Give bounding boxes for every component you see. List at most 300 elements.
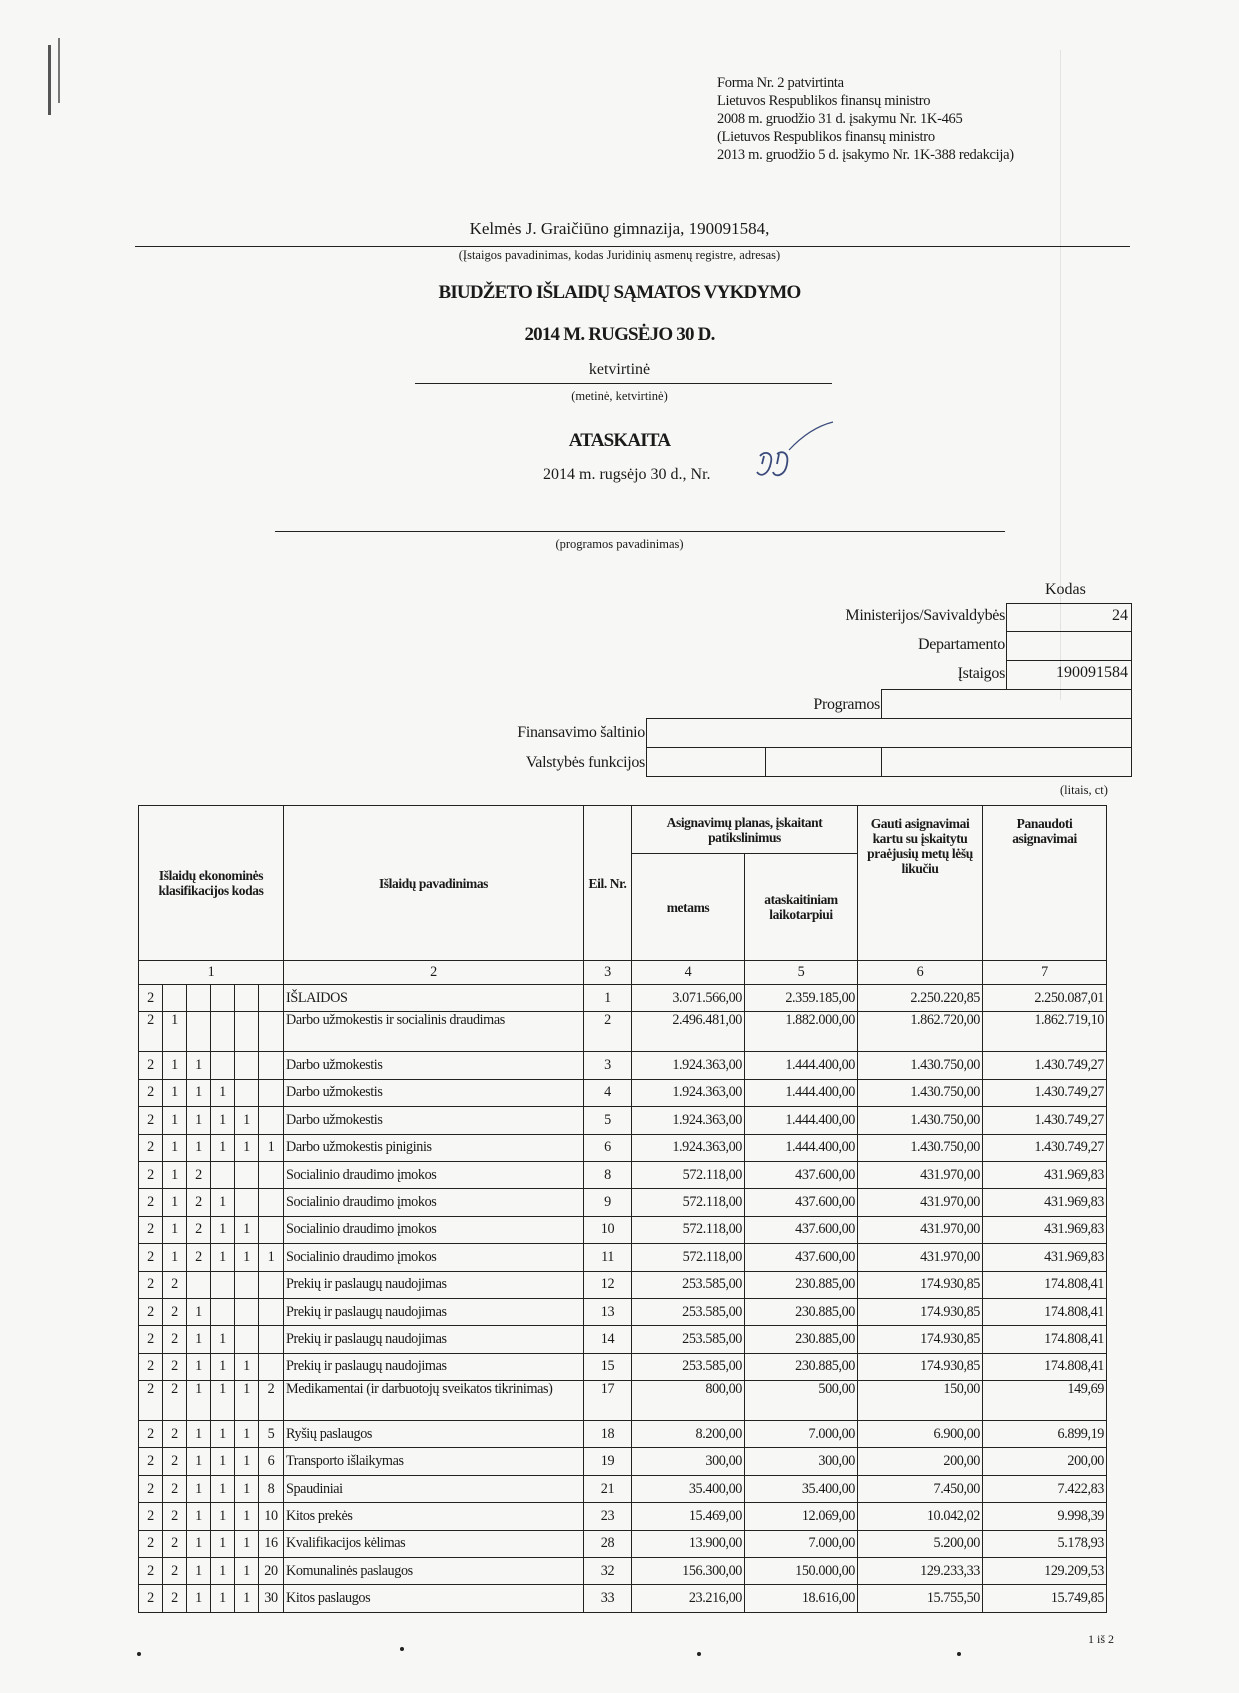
class-code-cell: 2 [139,1421,163,1448]
plan-period-cell: 2.359.185,00 [745,985,858,1012]
plan-period-cell: 35.400,00 [745,1475,858,1502]
plan-period-cell: 1.444.400,00 [745,1134,858,1161]
used-cell: 2.250.087,01 [983,985,1107,1012]
header-class-code: Išlaidų ekonominės klasifikacijos kodas [139,806,284,961]
class-code-cell: 2 [139,1585,163,1612]
class-code-cell [235,1298,259,1325]
ministry-label: Ministerijos/Savivaldybės [845,607,1005,624]
class-code-cell: 1 [211,1530,235,1557]
class-code-cell [259,1012,284,1052]
class-code-cell: 1 [163,1244,187,1271]
class-code-cell: 1 [211,1558,235,1585]
class-code-cell: 1 [211,1326,235,1353]
received-cell: 174.930,85 [858,1298,983,1325]
class-code-cell: 1 [187,1585,211,1612]
plan-period-cell: 437.600,00 [745,1244,858,1271]
received-cell: 2.250.220,85 [858,985,983,1012]
used-cell: 431.969,83 [983,1216,1107,1243]
used-cell: 1.862.719,10 [983,1012,1107,1052]
row-number-cell: 23 [584,1503,632,1530]
plan-period-cell: 1.444.400,00 [745,1052,858,1079]
table-row [139,1326,1107,1353]
class-code-cell: 2 [163,1503,187,1530]
department-label: Departamento [917,636,1005,653]
used-cell: 174.808,41 [983,1353,1107,1380]
expense-name-cell: Transporto išlaikymas [284,1448,584,1475]
received-cell: 1.430.750,00 [858,1107,983,1134]
plan-year-cell: 1.924.363,00 [632,1079,745,1106]
plan-year-cell: 2.496.481,00 [632,1012,745,1052]
funding-source-field [646,718,1132,748]
received-cell: 431.970,00 [858,1244,983,1271]
class-code-cell: 2 [163,1298,187,1325]
class-code-cell [235,1012,259,1052]
plan-year-cell: 35.400,00 [632,1475,745,1502]
class-code-cell: 1 [187,1448,211,1475]
class-code-cell: 2 [163,1381,187,1421]
expense-name-cell: Darbo užmokestis [284,1052,584,1079]
program-code-field [881,689,1132,719]
row-number-cell: 9 [584,1189,632,1216]
department-code-field [1006,631,1132,661]
received-cell: 1.862.720,00 [858,1012,983,1052]
class-code-cell: 1 [235,1381,259,1421]
used-cell: 1.430.749,27 [983,1107,1107,1134]
class-code-cell: 1 [187,1079,211,1106]
used-cell: 1.430.749,27 [983,1079,1107,1106]
class-code-cell: 2 [139,1271,163,1298]
expense-name-cell: Darbo užmokestis ir socialinis draudimas [284,1012,584,1052]
received-cell: 5.200,00 [858,1530,983,1557]
class-code-cell: 1 [235,1558,259,1585]
report-period: ketvirtinė [588,361,651,378]
form-approval-note [717,74,1014,164]
received-cell: 1.430.750,00 [858,1079,983,1106]
class-code-cell: 2 [187,1161,211,1188]
received-cell: 6.900,00 [858,1421,983,1448]
row-number-cell: 5 [584,1107,632,1134]
program-underline [275,531,1005,532]
expense-name-cell: Kvalifikacijos kėlimas [284,1530,584,1557]
class-code-cell [211,1012,235,1052]
class-code-cell: 1 [211,1216,235,1243]
class-code-cell [187,1012,211,1052]
row-number-cell: 32 [584,1558,632,1585]
header-row-no: Eil. Nr. [584,806,632,961]
class-code-cell: 1 [259,1134,284,1161]
class-code-cell: 1 [235,1421,259,1448]
plan-year-cell: 253.585,00 [632,1353,745,1380]
row-number-cell: 14 [584,1326,632,1353]
row-number-cell: 10 [584,1216,632,1243]
class-code-cell: 1 [187,1298,211,1325]
row-number-cell: 12 [584,1271,632,1298]
class-code-cell: 2 [163,1448,187,1475]
class-code-cell [259,1189,284,1216]
class-code-cell: 10 [259,1503,284,1530]
staple-mark [58,38,60,103]
class-code-cell: 20 [259,1558,284,1585]
class-code-cell: 1 [211,1079,235,1106]
class-code-cell: 2 [139,1244,163,1271]
class-code-cell: 2 [163,1326,187,1353]
row-number-cell: 28 [584,1530,632,1557]
class-code-cell [235,1161,259,1188]
expenditure-table [138,805,1107,1613]
class-code-cell: 2 [139,1503,163,1530]
class-code-cell [259,985,284,1012]
codes-heading: Kodas [1045,581,1086,598]
row-number-cell: 15 [584,1353,632,1380]
class-code-cell [235,1271,259,1298]
page-number: 1 iš 2 [1088,1632,1115,1646]
class-code-cell: 1 [235,1503,259,1530]
table-row [139,1161,1107,1188]
table-row [139,985,1107,1012]
class-code-cell: 1 [187,1558,211,1585]
plan-period-cell: 7.000,00 [745,1421,858,1448]
header-plan-group: Asignavimų planas, įskaitant patikslinimus [632,806,858,854]
class-code-cell [211,985,235,1012]
row-number-cell: 18 [584,1421,632,1448]
class-code-cell: 1 [235,1134,259,1161]
used-cell: 1.430.749,27 [983,1052,1107,1079]
plan-period-cell: 12.069,00 [745,1503,858,1530]
program-caption: (programos pavadinimas) [555,537,684,551]
expense-name-cell: Darbo užmokestis [284,1079,584,1106]
class-code-cell [259,1161,284,1188]
institution-code-field: 190091584 [1006,660,1132,690]
class-code-cell: 2 [139,1107,163,1134]
plan-year-cell: 253.585,00 [632,1298,745,1325]
class-code-cell [163,985,187,1012]
class-code-cell: 1 [211,1585,235,1612]
class-code-cell [259,1216,284,1243]
class-code-cell [235,985,259,1012]
plan-period-cell: 230.885,00 [745,1298,858,1325]
period-caption: (metinė, ketvirtinė) [571,389,668,403]
state-function-field-1 [646,747,766,777]
plan-year-cell: 1.924.363,00 [632,1107,745,1134]
row-number-cell: 2 [584,1012,632,1052]
class-code-cell: 2 [139,1161,163,1188]
table-row [139,1244,1107,1271]
class-code-cell: 2 [139,1353,163,1380]
row-number-cell: 21 [584,1475,632,1502]
used-cell: 431.969,83 [983,1244,1107,1271]
table-row [139,1381,1107,1421]
expense-name-cell: IŠLAIDOS [284,985,584,1012]
class-code-cell: 1 [163,1012,187,1052]
used-cell: 174.808,41 [983,1271,1107,1298]
row-number-cell: 3 [584,1052,632,1079]
handwritten-report-number [755,420,835,497]
used-cell: 9.998,39 [983,1503,1107,1530]
class-code-cell: 1 [211,1381,235,1421]
class-code-cell [187,985,211,1012]
scan-dot [400,1647,404,1651]
class-code-cell: 2 [163,1585,187,1612]
expense-name-cell: Prekių ir paslaugų naudojimas [284,1271,584,1298]
plan-year-cell: 572.118,00 [632,1216,745,1243]
table-row [139,1585,1107,1612]
class-code-cell [235,1326,259,1353]
header-year: metams [632,854,745,961]
table-row [139,1271,1107,1298]
received-cell: 174.930,85 [858,1326,983,1353]
plan-year-cell: 1.924.363,00 [632,1052,745,1079]
row-number-cell: 17 [584,1381,632,1421]
expense-name-cell: Kitos prekės [284,1503,584,1530]
plan-year-cell: 572.118,00 [632,1189,745,1216]
state-function-field-3 [881,747,1132,777]
class-code-cell: 2 [139,1079,163,1106]
institution-name: Kelmės J. Graičiūno gimnazija, 190091584, [469,219,770,238]
class-code-cell: 1 [163,1216,187,1243]
plan-period-cell: 1.444.400,00 [745,1079,858,1106]
class-code-cell: 2 [139,1134,163,1161]
received-cell: 150,00 [858,1381,983,1421]
table-row [139,1421,1107,1448]
expense-name-cell: Medikamentai (ir darbuotojų sveikatos tikrinimas) [284,1381,584,1421]
plan-period-cell: 7.000,00 [745,1530,858,1557]
class-code-cell: 1 [211,1107,235,1134]
table-row [139,1475,1107,1502]
class-code-cell: 1 [211,1189,235,1216]
class-code-cell: 2 [163,1353,187,1380]
received-cell: 1.430.750,00 [858,1052,983,1079]
class-code-cell: 1 [163,1079,187,1106]
program-code-label: Programos [813,696,880,713]
class-code-cell: 2 [139,1216,163,1243]
report-title: BIUDŽETO IŠLAIDŲ SĄMATOS VYKDYMO [438,282,801,303]
class-code-cell: 1 [235,1475,259,1502]
class-code-cell: 1 [187,1326,211,1353]
used-cell: 5.178,93 [983,1530,1107,1557]
plan-period-cell: 437.600,00 [745,1216,858,1243]
class-code-cell [259,1326,284,1353]
received-cell: 431.970,00 [858,1161,983,1188]
class-code-cell: 1 [187,1421,211,1448]
class-code-cell: 2 [187,1216,211,1243]
col-number: 3 [584,961,632,985]
period-underline [415,383,832,384]
table-row [139,1012,1107,1052]
used-cell: 129.209,53 [983,1558,1107,1585]
expense-name-cell: Socialinio draudimo įmokos [284,1216,584,1243]
used-cell: 431.969,83 [983,1189,1107,1216]
class-code-cell: 1 [235,1530,259,1557]
class-code-cell: 8 [259,1475,284,1502]
plan-year-cell: 23.216,00 [632,1585,745,1612]
received-cell: 431.970,00 [858,1189,983,1216]
class-code-cell [259,1079,284,1106]
used-cell: 149,69 [983,1381,1107,1421]
institution-underline [135,246,1130,247]
expense-name-cell: Darbo užmokestis [284,1107,584,1134]
class-code-cell: 1 [163,1134,187,1161]
class-code-cell: 1 [259,1244,284,1271]
class-code-cell: 2 [163,1421,187,1448]
used-cell: 15.749,85 [983,1585,1107,1612]
plan-year-cell: 253.585,00 [632,1271,745,1298]
used-cell: 431.969,83 [983,1161,1107,1188]
plan-year-cell: 156.300,00 [632,1558,745,1585]
expense-name-cell: Prekių ir paslaugų naudojimas [284,1298,584,1325]
class-code-cell [235,1189,259,1216]
class-code-cell: 1 [235,1353,259,1380]
header-received: Gauti asignavimai kartu su įskaitytu praėjusių metų lėšų likučiu [858,806,983,961]
form-note-line: 2008 m. gruodžio 31 d. įsakymu Nr. 1K-465 [717,111,963,127]
plan-period-cell: 150.000,00 [745,1558,858,1585]
expense-name-cell: Darbo užmokestis piniginis [284,1134,584,1161]
header-period: ataskaitiniam laikotarpiui [745,854,858,961]
expense-name-cell: Spaudiniai [284,1475,584,1502]
class-code-cell: 2 [187,1244,211,1271]
class-code-cell: 1 [211,1244,235,1271]
expense-name-cell: Ryšių paslaugos [284,1421,584,1448]
table-row [139,1052,1107,1079]
class-code-cell: 2 [139,1298,163,1325]
class-code-cell: 2 [139,1381,163,1421]
plan-period-cell: 230.885,00 [745,1326,858,1353]
class-code-cell [211,1298,235,1325]
class-code-cell: 1 [187,1381,211,1421]
plan-year-cell: 253.585,00 [632,1326,745,1353]
class-code-cell: 1 [187,1353,211,1380]
used-cell: 1.430.749,27 [983,1134,1107,1161]
class-code-cell [259,1052,284,1079]
class-code-cell: 2 [139,1558,163,1585]
table-row [139,1530,1107,1557]
plan-year-cell: 300,00 [632,1448,745,1475]
row-number-cell: 19 [584,1448,632,1475]
table-row [139,1298,1107,1325]
table-row [139,1079,1107,1106]
expense-name-cell: Prekių ir paslaugų naudojimas [284,1326,584,1353]
class-code-cell: 2 [139,1475,163,1502]
funding-source-label: Finansavimo šaltinio [517,724,645,741]
plan-year-cell: 800,00 [632,1381,745,1421]
expense-name-cell: Prekių ir paslaugų naudojimas [284,1353,584,1380]
currency-units: (litais, ct) [1060,783,1108,797]
class-code-cell: 2 [139,1189,163,1216]
class-code-cell: 2 [187,1189,211,1216]
plan-year-cell: 8.200,00 [632,1421,745,1448]
class-code-cell: 1 [187,1052,211,1079]
class-code-cell: 2 [139,985,163,1012]
class-code-cell: 1 [235,1244,259,1271]
table-row [139,1503,1107,1530]
plan-year-cell: 13.900,00 [632,1530,745,1557]
class-code-cell: 1 [211,1353,235,1380]
class-code-cell [211,1271,235,1298]
expense-name-cell: Komunalinės paslaugos [284,1558,584,1585]
report-date-title: 2014 M. RUGSĖJO 30 D. [524,324,715,345]
table-row [139,1134,1107,1161]
class-code-cell: 2 [163,1271,187,1298]
row-number-cell: 13 [584,1298,632,1325]
row-number-cell: 33 [584,1585,632,1612]
plan-year-cell: 572.118,00 [632,1244,745,1271]
received-cell: 174.930,85 [858,1271,983,1298]
class-code-cell: 1 [163,1189,187,1216]
table-row [139,1353,1107,1380]
class-code-cell: 1 [163,1052,187,1079]
state-function-field-2 [765,747,882,777]
plan-period-cell: 230.885,00 [745,1353,858,1380]
col-number: 1 [139,961,284,985]
form-note-line: Lietuvos Respublikos finansų ministro [717,93,931,109]
class-code-cell: 1 [211,1421,235,1448]
class-code-cell: 1 [187,1107,211,1134]
class-code-cell: 1 [163,1107,187,1134]
used-cell: 200,00 [983,1448,1107,1475]
used-cell: 174.808,41 [983,1298,1107,1325]
class-code-cell: 2 [163,1558,187,1585]
row-number-cell: 8 [584,1161,632,1188]
class-code-cell [211,1161,235,1188]
class-code-cell: 2 [139,1448,163,1475]
class-code-cell: 1 [187,1530,211,1557]
class-code-cell: 2 [139,1530,163,1557]
col-number: 7 [983,961,1107,985]
class-code-cell: 1 [187,1134,211,1161]
plan-period-cell: 230.885,00 [745,1271,858,1298]
table-row [139,1107,1107,1134]
scan-dot [957,1652,961,1656]
table-row [139,1448,1107,1475]
plan-year-cell: 572.118,00 [632,1161,745,1188]
class-code-cell [259,1271,284,1298]
class-code-cell: 1 [235,1585,259,1612]
table-row [139,1189,1107,1216]
class-code-cell: 2 [139,1326,163,1353]
col-number: 5 [745,961,858,985]
class-code-cell [259,1107,284,1134]
col-number: 6 [858,961,983,985]
received-cell: 15.755,50 [858,1585,983,1612]
plan-year-cell: 15.469,00 [632,1503,745,1530]
col-number: 2 [284,961,584,985]
class-code-cell: 1 [235,1216,259,1243]
form-note-line: (Lietuvos Respublikos finansų ministro [717,129,935,145]
class-code-cell: 2 [139,1052,163,1079]
table-row [139,1216,1107,1243]
class-code-cell [187,1271,211,1298]
header-used: Panaudoti asignavimai [983,806,1107,961]
received-cell: 200,00 [858,1448,983,1475]
received-cell: 431.970,00 [858,1216,983,1243]
received-cell: 10.042,02 [858,1503,983,1530]
table-row [139,1558,1107,1585]
class-code-cell: 1 [187,1475,211,1502]
scan-dot [137,1652,141,1656]
class-code-cell: 2 [139,1012,163,1052]
class-code-cell: 1 [163,1161,187,1188]
col-number: 4 [632,961,745,985]
ministry-code-field: 24 [1006,603,1132,632]
row-number-cell: 11 [584,1244,632,1271]
class-code-cell [235,1079,259,1106]
plan-period-cell: 437.600,00 [745,1189,858,1216]
svg-text:55: 55 [755,420,756,421]
received-cell: 1.430.750,00 [858,1134,983,1161]
class-code-cell: 1 [211,1503,235,1530]
form-note-line: 2013 m. gruodžio 5 d. įsakymo Nr. 1K-388 redakcija) [717,147,1014,163]
received-cell: 129.233,33 [858,1558,983,1585]
class-code-cell: 1 [211,1134,235,1161]
